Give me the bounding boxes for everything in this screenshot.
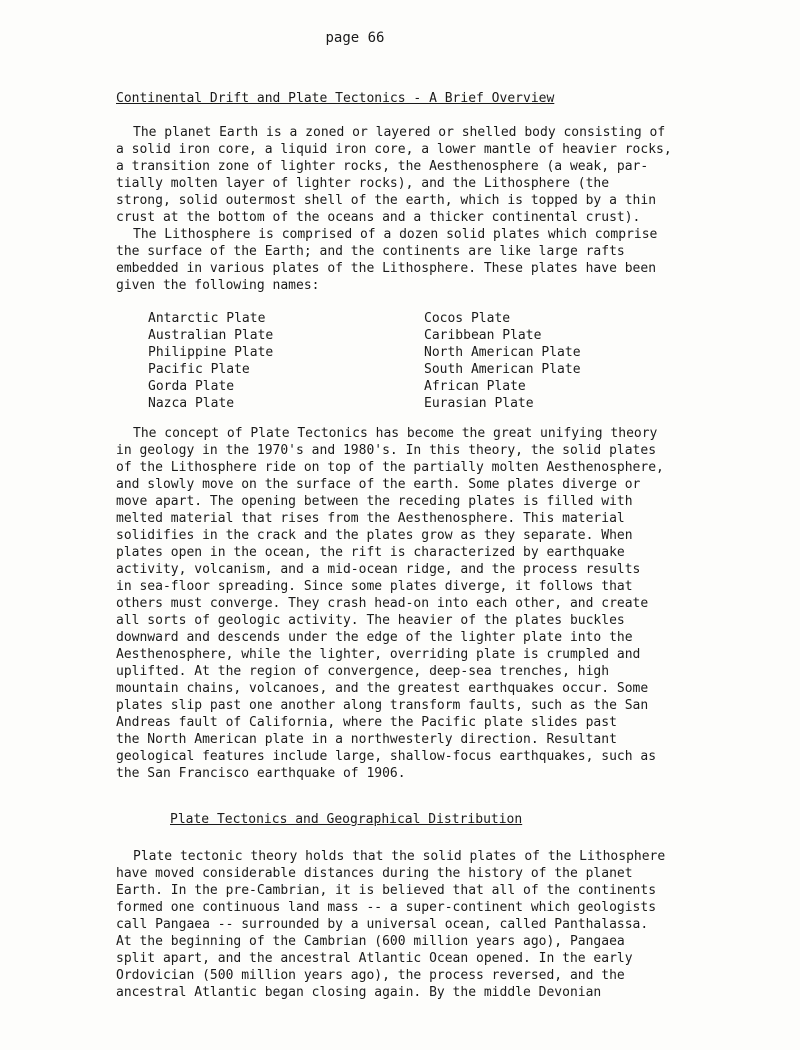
plate-name: Pacific Plate [148,362,250,377]
text-line: The concept of Plate Tectonics has become the great unifying theory [133,426,658,441]
text-line: uplifted. At the region of convergence, deep-sea trenches, high [116,664,610,679]
plate-name: North American Plate [424,345,581,360]
text-line: Ordovician (500 million years ago), the process reversed, and the [116,968,625,983]
text-line: and slowly move on the surface of the earth. Some plates diverge or [116,477,641,492]
text-line: The Lithosphere is comprised of a dozen solid plates which comprise [133,227,658,242]
text-line: all sorts of geologic activity. The heavier of the plates buckles [116,613,625,628]
section-heading-overview: Continental Drift and Plate Tectonics - A Brief Overview [116,91,555,106]
text-line: call Pangaea -- surrounded by a universal ocean, called Panthalassa. [116,917,649,932]
paragraph-plate-tectonics-concept [116,425,716,782]
text-line: split apart, and the ancestral Atlantic Ocean opened. In the early [116,951,633,966]
paragraph-geographical-distribution [116,848,716,1001]
text-line: solidifies in the crack and the plates grow as they separate. When [116,528,633,543]
text-line: formed one continuous land mass -- a super-continent which geologists [116,900,657,915]
text-line: a transition zone of lighter rocks, the Aesthenosphere (a weak, par- [116,159,649,174]
plate-name: South American Plate [424,362,581,377]
plate-name: Nazca Plate [148,396,235,411]
plate-name: Australian Plate [148,328,274,343]
plate-list-right [424,310,664,412]
text-line: the San Francisco earthquake of 1906. [116,766,406,781]
text-line: others must converge. They crash head-on into each other, and create [116,596,649,611]
text-line: in sea-floor spreading. Since some plates diverge, it follows that [116,579,633,594]
text-line: ancestral Atlantic began closing again. By the middle Devonian [116,985,602,1000]
text-line: geological features include large, shallow-focus earthquakes, such as [116,749,657,764]
plate-list-left [148,310,388,412]
text-line: embedded in various plates of the Lithosphere. These plates have been [116,261,657,276]
text-line: The planet Earth is a zoned or layered or shelled body consisting of [133,125,666,140]
text-line: of the Lithosphere ride on top of the partially molten Aesthenosphere, [116,460,664,475]
section-heading-distribution: Plate Tectonics and Geographical Distribution [170,812,523,827]
text-line: At the beginning of the Cambrian (600 million years ago), Pangaea [116,934,625,949]
text-line: Aesthenosphere, while the lighter, overriding plate is crumpled and [116,647,641,662]
text-line: melted material that rises from the Aesthenosphere. This material [116,511,625,526]
text-line: activity, volcanism, and a mid-ocean ridge, and the process results [116,562,641,577]
plate-name: African Plate [424,379,526,394]
text-line: mountain chains, volcanoes, and the greatest earthquakes occur. Some [116,681,649,696]
text-line: Plate tectonic theory holds that the solid plates of the Lithosphere [133,849,666,864]
text-line: move apart. The opening between the receding plates is filled with [116,494,633,509]
text-line: in geology in the 1970's and 1980's. In this theory, the solid plates [116,443,657,458]
plate-name: Caribbean Plate [424,328,542,343]
plate-name: Philippine Plate [148,345,274,360]
text-line: a solid iron core, a liquid iron core, a lower mantle of heavier rocks, [116,142,672,157]
plate-name: Cocos Plate [424,311,511,326]
paragraph-lithosphere-plates [116,226,716,294]
text-line: plates open in the ocean, the rift is characterized by earthquake [116,545,625,560]
text-line: given the following names: [116,278,320,293]
text-line: Earth. In the pre-Cambrian, it is believed that all of the continents [116,883,657,898]
text-line: crust at the bottom of the oceans and a thicker continental crust). [116,210,641,225]
text-line: the North American plate in a northwesterly direction. Resultant [116,732,617,747]
plate-name: Gorda Plate [148,379,235,394]
text-line: plates slip past one another along transform faults, such as the San [116,698,649,713]
text-line: downward and descends under the edge of the lighter plate into the [116,630,633,645]
text-line: have moved considerable distances during the history of the planet [116,866,633,881]
text-line: strong, solid outermost shell of the earth, which is topped by a thin [116,193,657,208]
plate-name: Antarctic Plate [148,311,266,326]
text-line: Andreas fault of California, where the Pacific plate slides past [116,715,617,730]
text-line: the surface of the Earth; and the continents are like large rafts [116,244,625,259]
page-number: page 66 [325,30,385,46]
paragraph-earth-structure [116,124,716,226]
plate-name: Eurasian Plate [424,396,534,411]
text-line: tially molten layer of lighter rocks), and the Lithosphere (the [116,176,610,191]
